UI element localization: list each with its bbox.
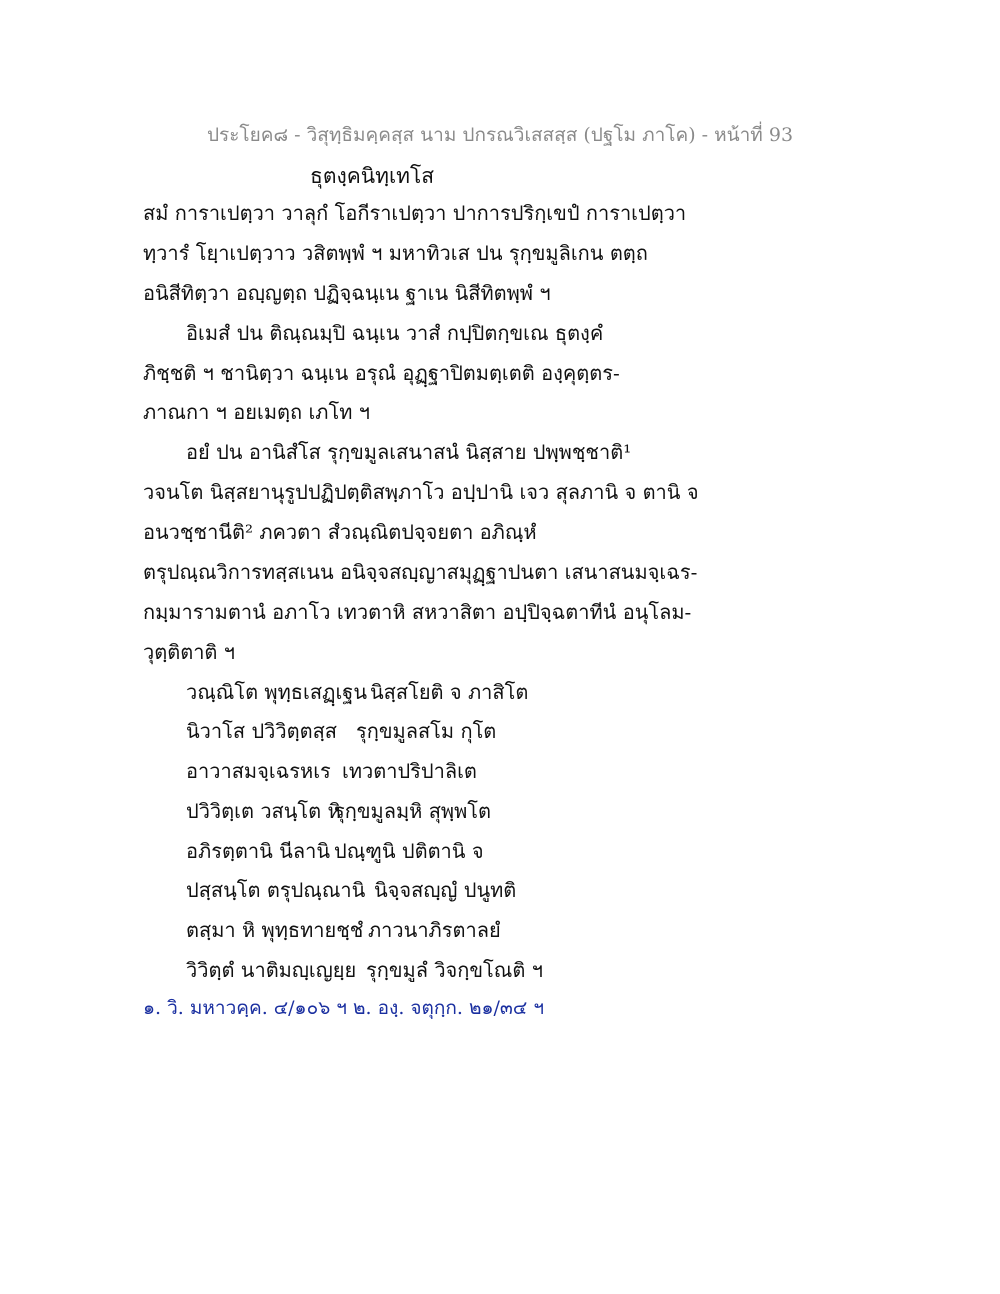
verse-line-first-half: อภิรตฺตานิ นีลานิ [186,839,331,863]
verse-line-second-half: ปณฺฑูนิ ปติตานิ จ [334,839,484,863]
prose-line: สมํ การาเปตฺวา วาลุกํ โอกีราเปตฺวา ปาการปริกฺเขปํ การาเปตฺวา [143,201,687,225]
prose-line: อนิสีทิตฺวา อญฺญตฺถ ปฏิจฺฉนฺเน ฐาเน นิสีทิตพฺพํ ฯ [143,281,551,305]
verse-line-second-half: รุกฺขมูลสโม กุโต [356,719,497,743]
verse-line-first-half: วิวิตฺตํ นาติมญฺเญยฺย [186,958,357,982]
footnote: ๑. วิ. มหาวคฺค. ๔/๑๐๖ ฯ ๒. องฺ. จตุกฺก. ๒๑/๓๔ ฯ [143,997,545,1019]
verse-line-second-half: เทวตาปริปาลิเต [342,759,477,783]
prose-line: อิเมสํ ปน ติณฺณมฺปิ ฉนฺเน วาสํ กปฺปิตกฺขเณ ธุตงฺคํ [186,321,604,345]
prose-line: กมฺมารามตานํ อภาโว เทวตาหิ สหวาสิตา อปฺปิจฺฉตาทีนํ อนุโลม- [143,600,692,624]
prose-line: ทฺวารํ โยฺาเปตฺวาว วสิตพฺพํ ฯ มหาทิวเส ปน รุกฺขมูลิเกน ตตฺถ [143,241,648,265]
prose-line: วุตฺติตาติ ฯ [143,640,236,664]
verse-line-first-half: วณฺณิโต พุทฺธเสฏฺเฐน [186,680,368,704]
verse-line-second-half: นิจฺจสญฺญํ ปนูทติ [374,878,517,902]
verse-line-first-half: ปวิวิตฺเต วสนฺโต หิ [186,799,341,823]
prose-line: ภาณกา ฯ อยเมตฺถ เภโท ฯ [143,400,370,424]
prose-line: อนวชฺชานีติ² ภควตา สํวณฺณิตปจฺจยตา อภิณฺหํ [143,520,537,544]
verse-line-first-half: ตสฺมา หิ พุทฺธทายชฺชํ [186,918,364,942]
verse-line-second-half: รุกฺขมูลมฺหิ สุพฺพโต [334,799,491,823]
prose-line: วจนโต นิสฺสยานุรูปปฏิปตฺติสพฺภาโว อปฺปานิ เจว สุลภานิ จ ตานิ จ [143,480,699,504]
verse-line-second-half: รุกฺขมูลํ วิจกฺขโณติ ฯ [366,958,543,982]
page-header: ประโยค๘ - วิสุทฺธิมคฺคสฺส นาม ปกรณวิเสสสฺส (ปฐโม ภาโค) - หน้าที่ 93 [206,124,794,146]
verse-line-first-half: ปสฺสนฺโต ตรุปณฺณานิ [186,878,366,902]
verse-line-second-half: ภาวนาภิรตาลยํ [368,918,501,942]
section-title: ธุตงฺคนิทฺเทโส [310,164,435,188]
verse-line-first-half: นิวาโส ปวิวิตฺตสฺส [186,719,337,743]
verse-line-second-half: นิสฺสโยติ จ ภาสิโต [370,680,529,704]
prose-line: ภิชฺชติ ฯ ชานิตฺวา ฉนฺเน อรุณํ อุฏฺฐาปิตมตฺเตติ องฺคุตฺตร- [143,361,620,385]
prose-line: ตรุปณฺณวิการทสฺสเนน อนิจฺจสญฺญาสมุฏฺฐาปนตา เสนาสนมจฺเฉร- [143,560,698,584]
verse-line-first-half: อาวาสมจฺเฉรหเร [186,759,331,783]
prose-line: อยํ ปน อานิสํโส รุกฺขมูลเสนาสนํ นิสฺสาย ปพฺพชฺชาติ¹ [186,440,632,464]
